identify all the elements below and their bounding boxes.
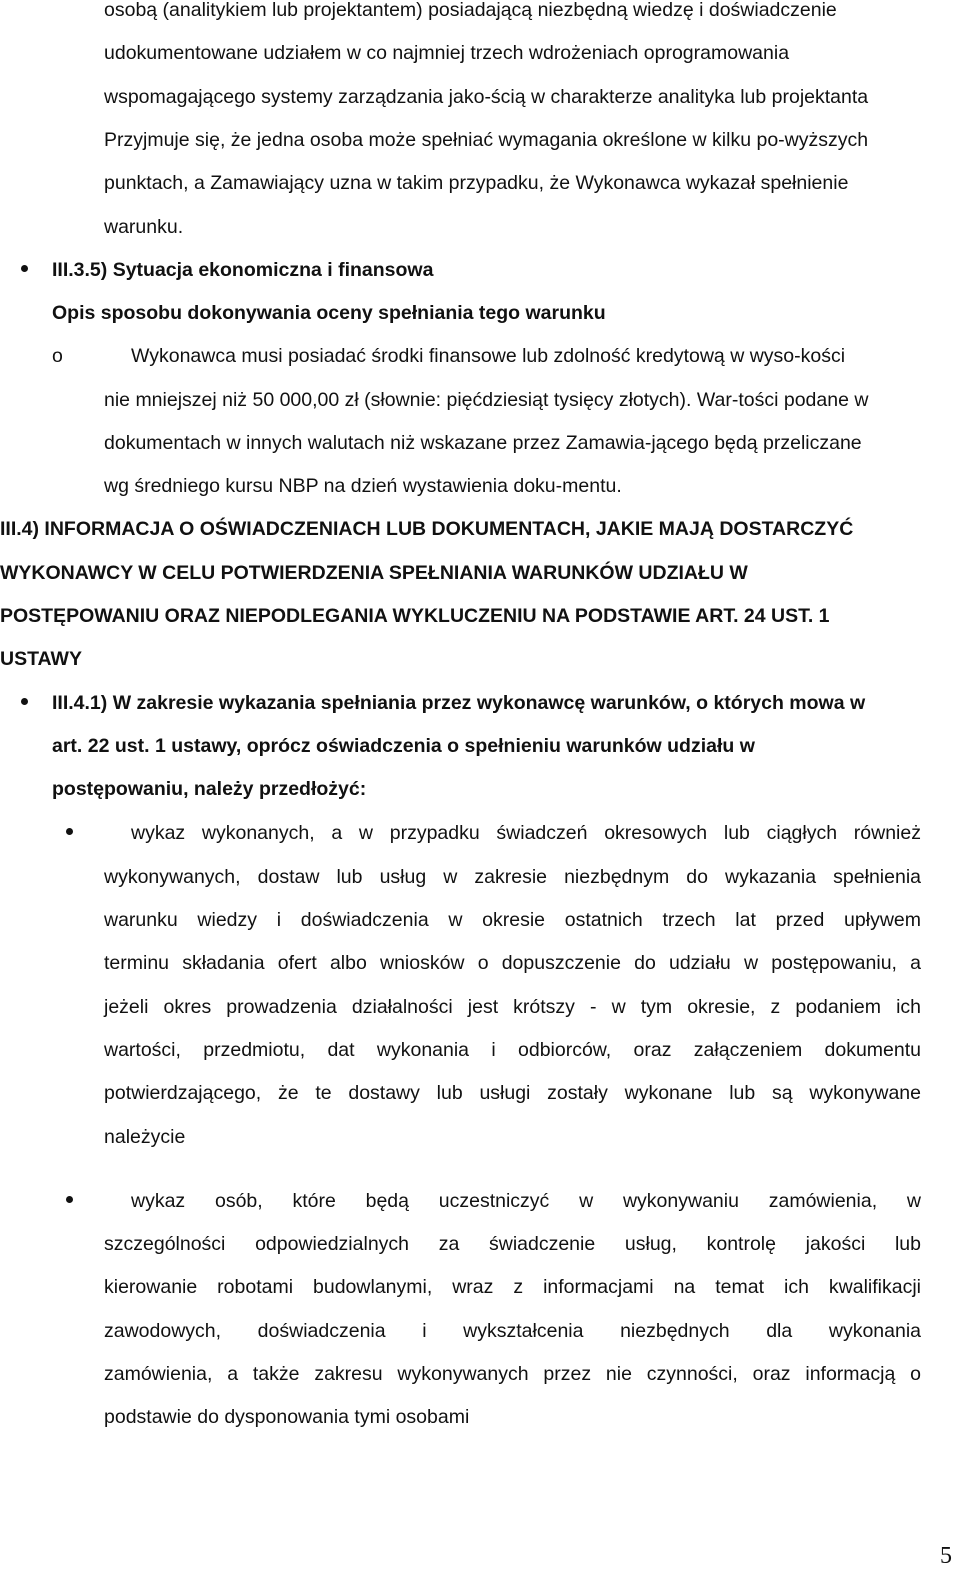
item-2-line-4: zawodowych, doświadczenia i wykształcenia niezbędnych dla wykonania: [104, 1320, 921, 1342]
section-341-heading-line-1: III.4.1) W zakresie wykazania spełniania przez wykonawcę warunków, o których mowa w: [52, 692, 866, 714]
section-341-heading-line-2: art. 22 ust. 1 ustawy, oprócz oświadczenia o spełnieniu warunków udziału w: [52, 735, 755, 757]
item-1-line-3: warunku wiedzy i doświadczenia w okresie ostatnich trzech lat przed upływem: [104, 909, 921, 931]
section-34-heading-line-2: WYKONAWCY W CELU POTWIERDZENIA SPEŁNIANIA WARUNKÓW UDZIAŁU W: [0, 562, 748, 584]
bullet-icon: [21, 265, 28, 272]
section-335-item-line-2: nie mniejszej niż 50 000,00 zł (słownie: pięćdziesiąt tysięcy złotych). War-tości podane w: [104, 389, 869, 411]
section-34-heading-line-3: POSTĘPOWANIU ORAZ NIEPODLEGANIA WYKLUCZENIU NA PODSTAWIE ART. 24 UST. 1: [0, 605, 830, 627]
bullet-icon: [21, 698, 28, 705]
item-2-line-2: szczególności odpowiedzialnych za świadczenie usług, kontrolę jakości lub: [104, 1233, 921, 1255]
bullet-icon: [66, 828, 73, 835]
item-1-line-6: wartości, przedmiotu, dat wykonania i odbiorców, oraz załączeniem dokumentu: [104, 1039, 921, 1061]
page-number: 5: [940, 1543, 952, 1569]
section-335-item-line-1: Wykonawca musi posiadać środki finansowe lub zdolność kredytową w wyso-kości: [131, 345, 846, 367]
section-34-heading-line-4: USTAWY: [0, 648, 82, 670]
intro-line-3: wspomagającego systemy zarządzania jako-ścią w charakterze analityka lub projektanta: [104, 86, 869, 108]
section-335-item-line-4: wg średniego kursu NBP na dzień wystawienia doku-mentu.: [104, 475, 622, 497]
item-1-line-1: wykaz wykonanych, a w przypadku świadczeń okresowych lub ciągłych również: [131, 822, 921, 844]
intro-line-6: warunku.: [104, 216, 184, 238]
item-2-line-3: kierowanie robotami budowlanymi, wraz z informacjami na temat ich kwalifikacji: [104, 1276, 921, 1298]
item-2-line-6: podstawie do dysponowania tymi osobami: [104, 1406, 470, 1428]
section-34-heading-line-1: III.4) INFORMACJA O OŚWIADCZENIACH LUB DOKUMENTACH, JAKIE MAJĄ DOSTARCZYĆ: [0, 518, 854, 540]
section-341-heading-line-3: postępowaniu, należy przedłożyć:: [52, 778, 367, 800]
section-335-heading: III.3.5) Sytuacja ekonomiczna i finansowa: [52, 259, 434, 281]
item-2-line-1: wykaz osób, które będą uczestniczyć w wykonywaniu zamówienia, w: [131, 1190, 921, 1212]
intro-line-4: Przyjmuje się, że jedna osoba może spełniać wymagania określone w kilku po-wyższych: [104, 129, 869, 151]
intro-line-5: punktach, a Zamawiający uzna w takim przypadku, że Wykonawca wykazał spełnienie: [104, 172, 849, 194]
intro-line-2: udokumentowane udziałem w co najmniej trzech wdrożeniach oprogramowania: [104, 42, 790, 64]
item-1-line-8: należycie: [104, 1126, 186, 1148]
section-335-subheading: Opis sposobu dokonywania oceny spełniania tego warunku: [52, 302, 606, 324]
hollow-bullet-icon: o: [52, 345, 63, 367]
intro-line-1: osobą (analitykiem lub projektantem) posiadającą niezbędną wiedzę i doświadczenie: [104, 0, 837, 21]
item-1-line-4: terminu składania ofert albo wniosków o dopuszczenie do udziału w postępowaniu, a: [104, 952, 921, 974]
item-1-line-5: jeżeli okres prowadzenia działalności jest krótszy - w tym okresie, z podaniem ich: [104, 996, 921, 1018]
item-1-line-7: potwierdzającego, że te dostawy lub usługi zostały wykonane lub są wykonywane: [104, 1082, 921, 1104]
section-335-item-line-3: dokumentach w innych walutach niż wskazane przez Zamawia-jącego będą przeliczane: [104, 432, 862, 454]
item-2-line-5: zamówienia, a także zakresu wykonywanych przez nie czynności, oraz informacją o: [104, 1363, 921, 1385]
item-1-line-2: wykonywanych, dostaw lub usług w zakresie niezbędnym do wykazania spełnienia: [104, 866, 921, 888]
bullet-icon: [66, 1196, 73, 1203]
